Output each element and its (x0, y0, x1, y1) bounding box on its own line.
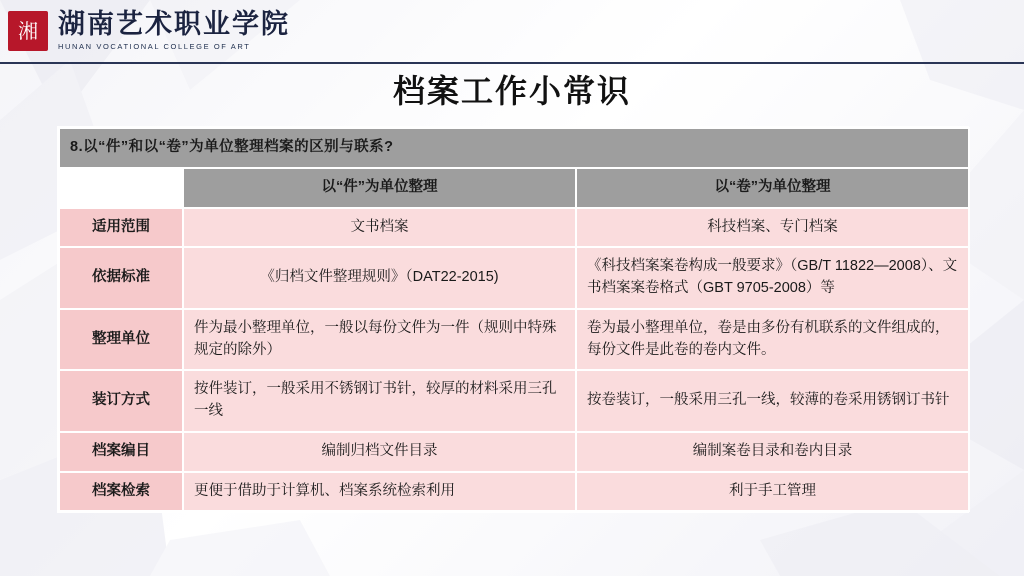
table-row (59, 309, 969, 371)
row-value-juan: 编制案卷目录和卷内目录 (576, 432, 969, 472)
table-row (59, 432, 969, 472)
table-row (59, 370, 969, 432)
table-question-row (59, 128, 969, 168)
logo-text-block (58, 8, 290, 52)
row-label: 依据标准 (59, 247, 183, 309)
institution-name-en: HUNAN VOCATIONAL COLLEGE OF ART (58, 42, 251, 52)
row-label: 整理单位 (59, 309, 183, 371)
table-header-row (59, 168, 969, 208)
institution-logo (0, 0, 1024, 62)
table-header-jian: 以“件”为单位整理 (183, 168, 576, 208)
institution-name-cn: 湖南艺术职业学院 (58, 8, 290, 40)
page-title: 档案工作小常识 (392, 73, 631, 109)
row-label: 适用范围 (59, 208, 183, 248)
row-value-jian: 按件装订，一般采用不锈钢订书针，较厚的材料采用三孔一线 (183, 370, 576, 432)
row-value-jian: 件为最小整理单位，一般以每份文件为一件（规则中特殊规定的除外） (183, 309, 576, 371)
row-value-jian: 《归档文件整理规则》（DAT22-2015) (183, 247, 576, 309)
row-value-juan: 科技档案、专门档案 (576, 208, 969, 248)
table-row (59, 247, 969, 309)
comparison-table (57, 126, 969, 513)
row-value-juan: 卷为最小整理单位，卷是由多份有机联系的文件组成的，每份文件是此卷的卷内文件。 (576, 309, 969, 371)
table-row (59, 472, 969, 512)
row-value-jian: 编制归档文件目录 (183, 432, 576, 472)
row-label: 档案编目 (59, 432, 183, 472)
table-header-blank (59, 168, 183, 208)
row-value-juan: 《科技档案案卷构成一般要求》（GB/T 11822—2008）、文书档案案卷格式（GBT 9705-2008）等 (576, 247, 969, 309)
row-value-jian: 文书档案 (183, 208, 576, 248)
question-text: 8.以“件”和以“卷”为单位整理档案的区别与联系? (59, 128, 969, 168)
seal-icon: 湘 (8, 11, 48, 51)
table-header-juan: 以“卷”为单位整理 (576, 168, 969, 208)
row-value-juan: 利于手工管理 (576, 472, 969, 512)
row-label: 装订方式 (59, 370, 183, 432)
row-value-juan: 按卷装订，一般采用三孔一线，较薄的卷采用锈钢订书针 (576, 370, 969, 432)
header-divider (0, 62, 1024, 64)
row-value-jian: 更便于借助于计算机、档案系统检索利用 (183, 472, 576, 512)
row-label: 档案检索 (59, 472, 183, 512)
table-row (59, 208, 969, 248)
